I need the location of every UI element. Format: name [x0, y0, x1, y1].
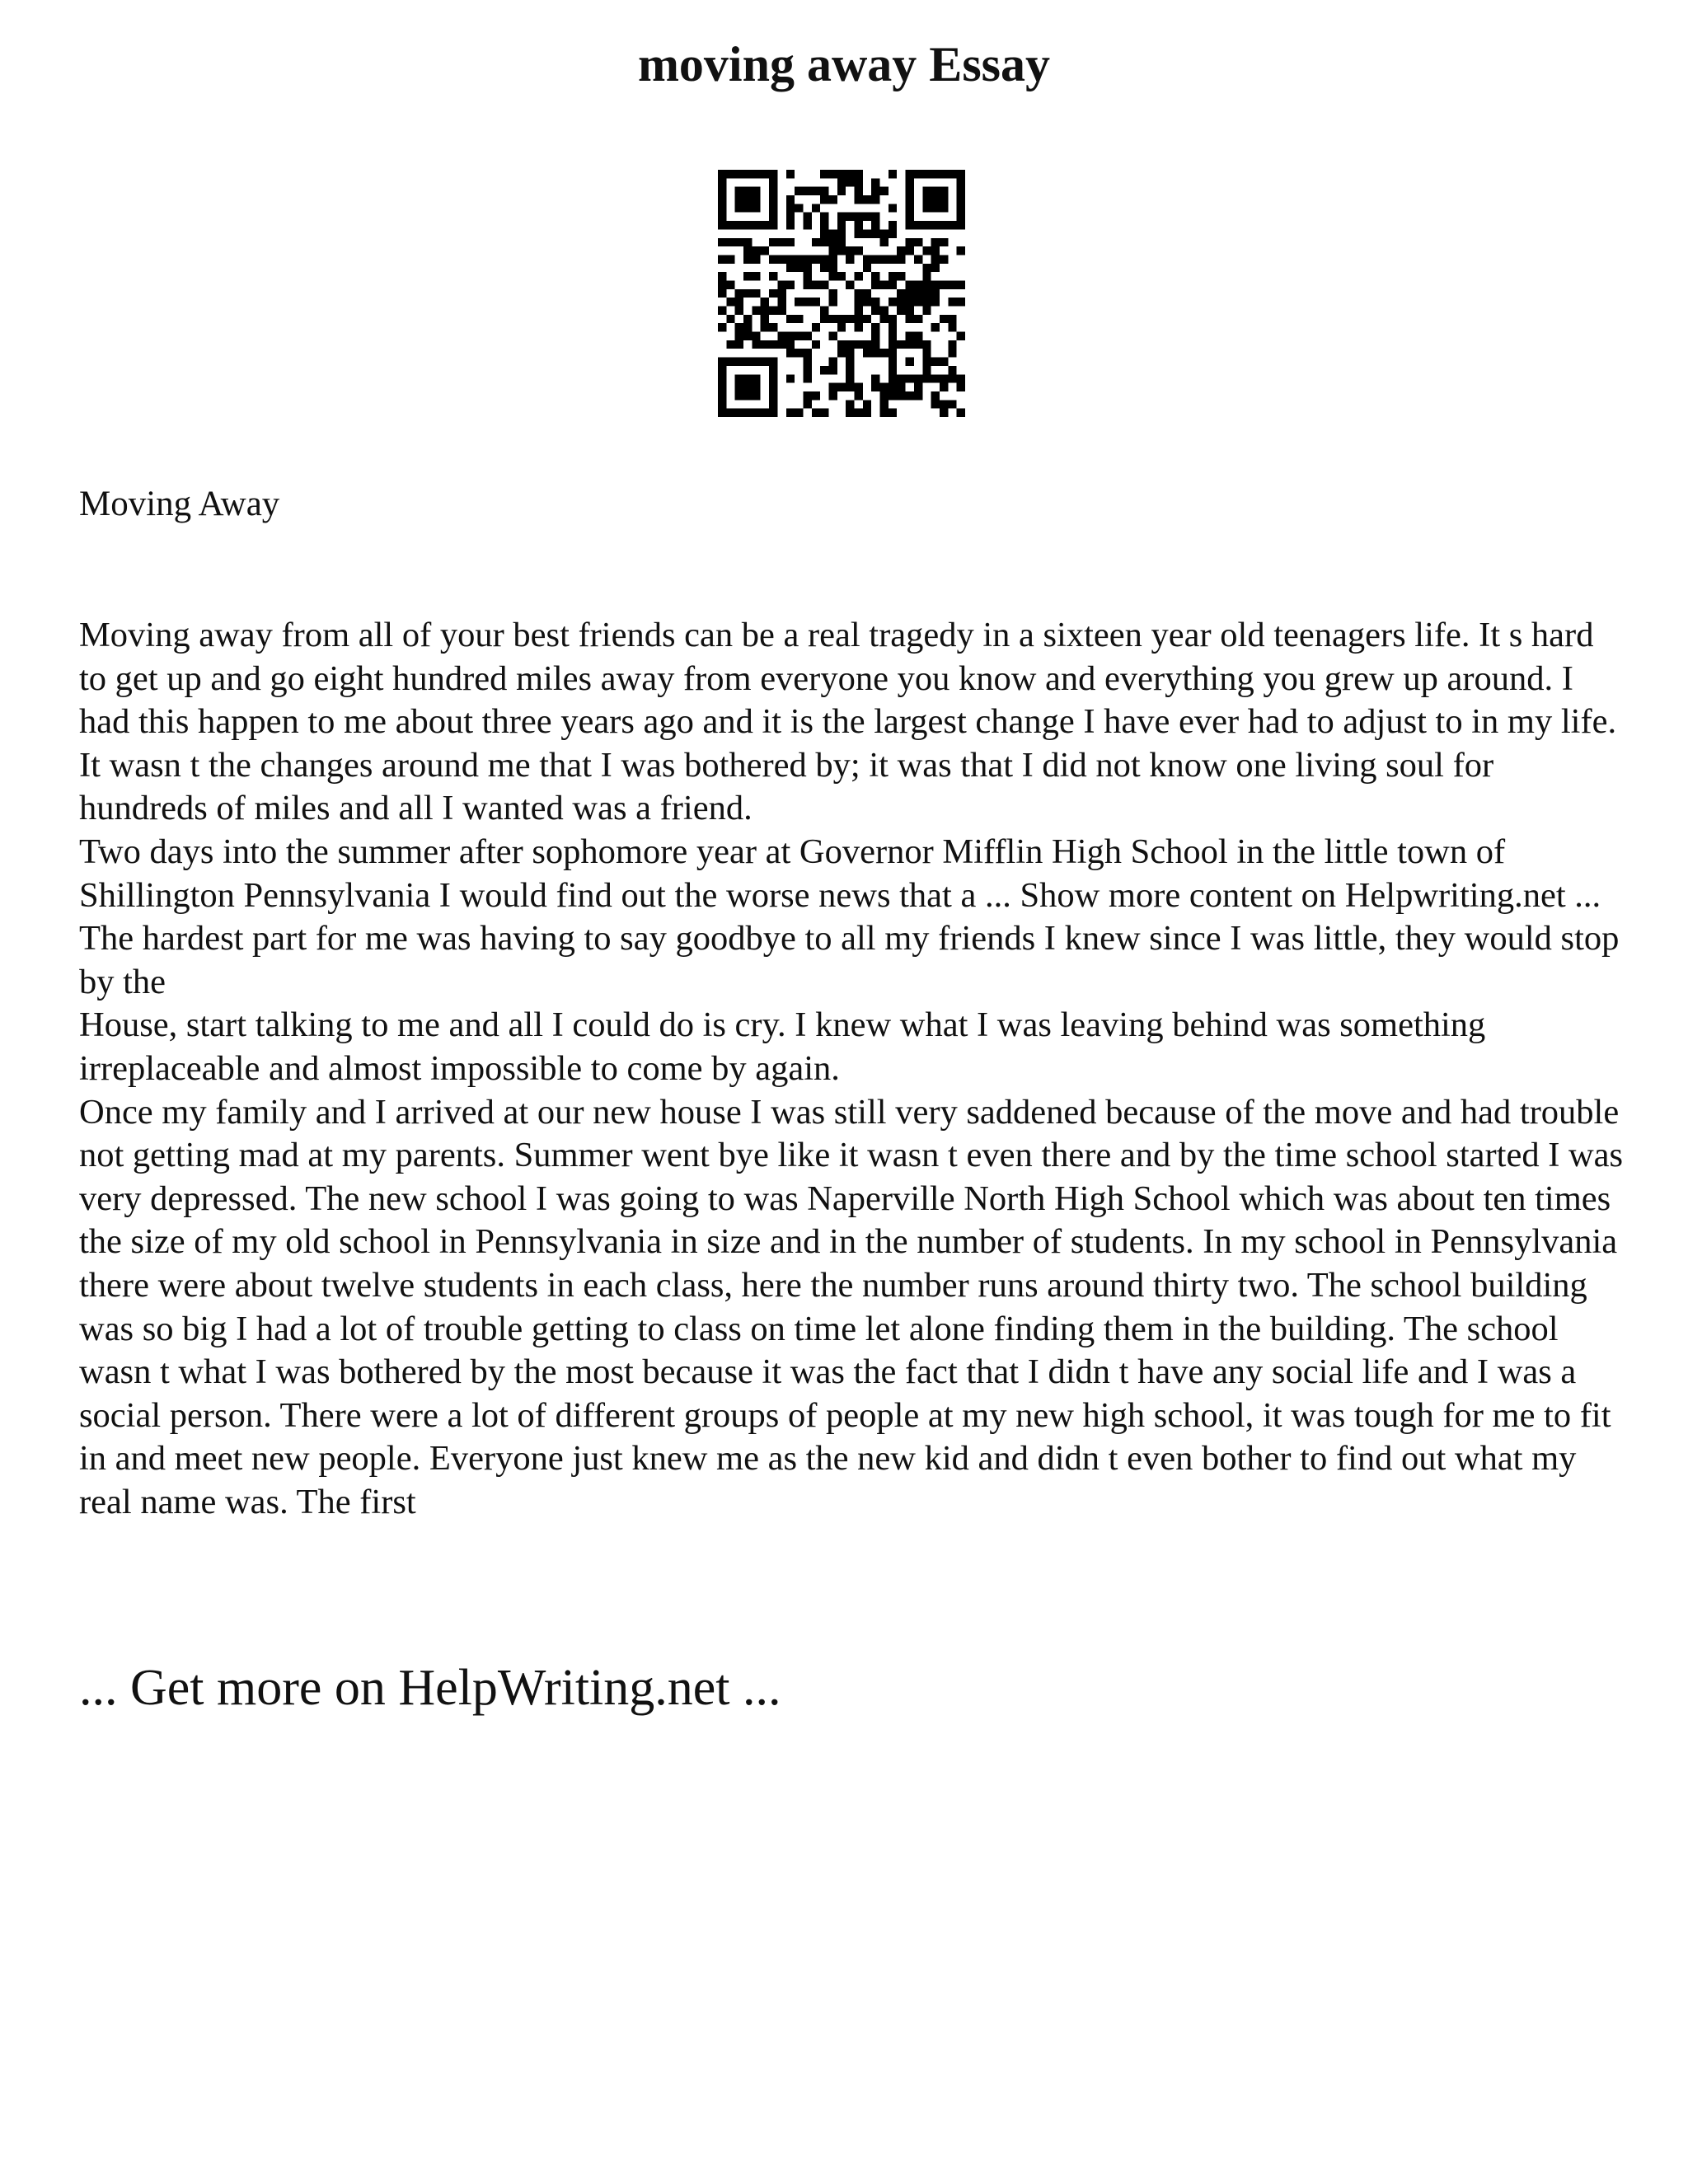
paragraph: House, start talking to me and all I could do is cry. I knew what I was leaving behind was something irreplaceable and almost impossible to come by again.: [79, 1005, 1486, 1088]
get-more-link[interactable]: ... Get more on HelpWriting.net ...: [79, 1660, 781, 1716]
paragraph: Once my family and I arrived at our new house I was still very saddened because of the move and had trouble not getting mad at my parents. Summer went bye like it wasn t even there and by the time school started I was very depressed. The new school I was going to was Naperville North High School which was about ten times the size of my old school in Pennsylvania in size and in the number of students. In my school in Pennsylvania there were about twelve students in each class, here the number runs around thirty two. The school building was so big I had a lot of trouble getting to class on time let alone finding them in the building. The school wasn t what I was bothered by the most because it was the fact that I didn t have any social life and I was a social person. There were a lot of different groups of people at my new high school, it was tough for me to fit in and meet new people. Everyone just knew me as the new kid and didn t even bother to find out what my real name was. The first: [79, 1092, 1624, 1521]
qr-code-icon: [718, 170, 965, 417]
paragraph: Moving away from all of your best friends can be a real tragedy in a sixteen year old teenagers life. It s hard to get up and go eight hundred miles away from everyone you know and everything you grew up around. I had this happen to me about three years ago and it is the largest change I have ever had to adjust to in my life. It wasn t the changes around me that I was bothered by; it was that I did not know one living soul for hundreds of miles and all I wanted was a friend.: [79, 616, 1617, 828]
essay-subheading: Moving Away: [79, 485, 280, 523]
paragraph: The hardest part for me was having to say goodbye to all my friends I knew since I was little, they would stop by the: [79, 919, 1620, 1001]
essay-body: [79, 614, 1629, 1524]
paragraph: Two days into the summer after sophomore year at Governor Mifflin High School in the little town of Shillington Pennsylvania I would find out the worse news that a ... Show more content on Helpwriting.net ...: [79, 832, 1601, 915]
document-title: moving away Essay: [637, 37, 1051, 91]
